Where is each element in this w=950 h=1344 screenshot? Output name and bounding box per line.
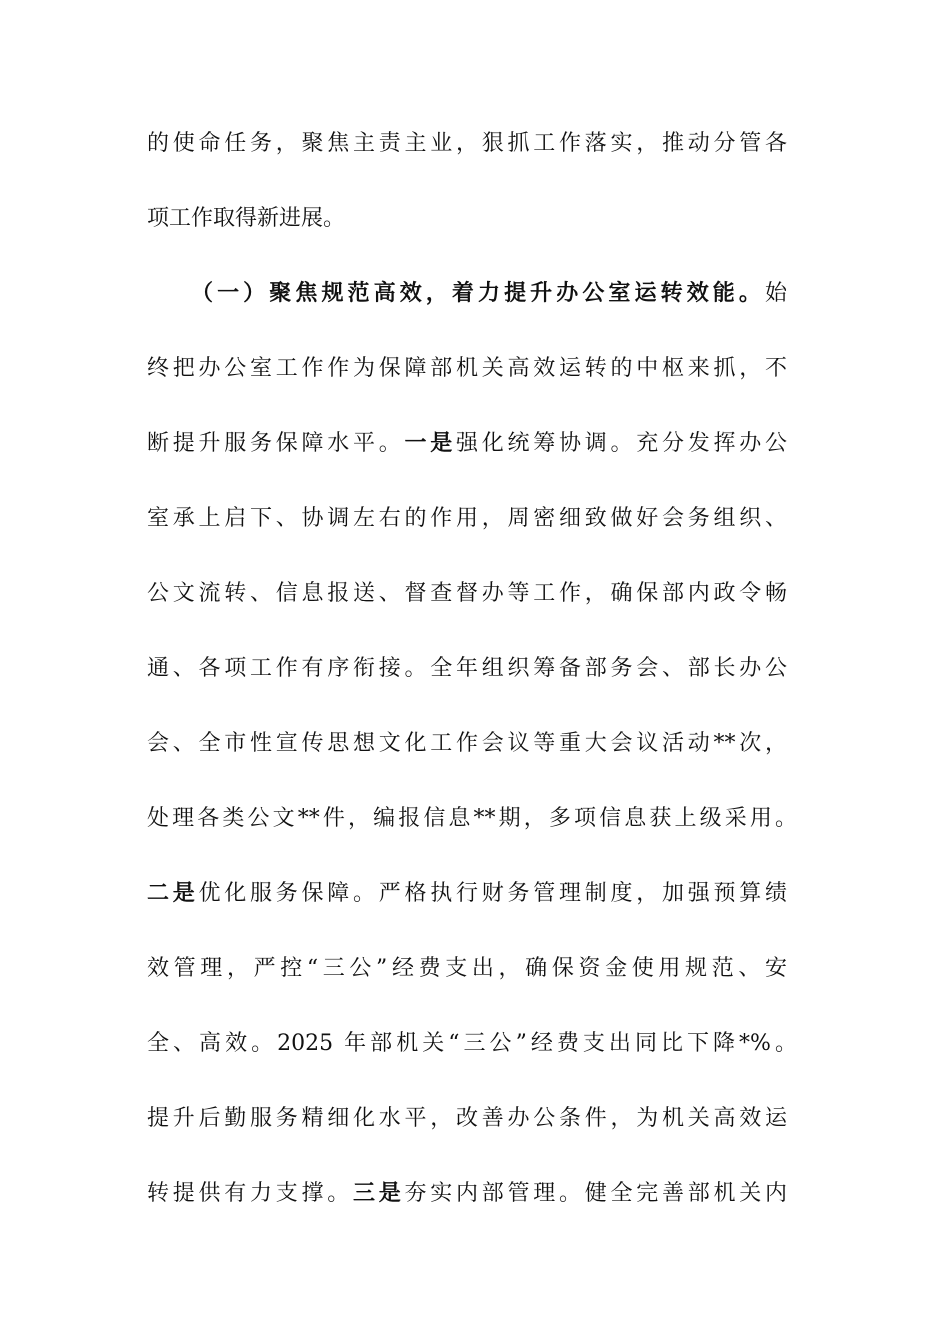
bold-marker: 一是 xyxy=(404,430,456,456)
text: 公文流转、信息报送、督查督办等工作，确保部内政令畅 xyxy=(147,581,787,606)
text: 效管理，严控“三公”经费支出，确保资金使用规范、安 xyxy=(147,956,787,981)
paragraph-line xyxy=(147,181,787,256)
paragraph-line xyxy=(147,931,787,1006)
bold-marker: 二是 xyxy=(147,880,199,906)
text: 夯实内部管理。健全完善部机关内 xyxy=(404,1181,787,1206)
text: 全、高效。2025 年部机关“三公”经费支出同比下降*%。 xyxy=(147,1031,797,1056)
section-heading-line xyxy=(147,256,787,331)
text: 通、各项工作有序衔接。全年组织筹备部务会、部长办公 xyxy=(147,656,787,681)
paragraph-line xyxy=(147,106,787,181)
paragraph-line xyxy=(147,1081,787,1156)
paragraph-line xyxy=(147,1156,787,1231)
paragraph-line xyxy=(147,406,787,481)
text: 优化服务保障。严格执行财务管理制度，加强预算绩 xyxy=(198,881,787,906)
text: 始 xyxy=(764,281,787,306)
text: 的使命任务，聚焦主责主业，狠抓工作落实，推动分管各 xyxy=(147,131,787,156)
paragraph-line xyxy=(147,631,787,706)
bold-marker: 三是 xyxy=(353,1180,405,1206)
paragraph-line xyxy=(147,556,787,631)
text: 强化统筹协调。充分发挥办公 xyxy=(455,431,787,456)
paragraph-line xyxy=(147,856,787,931)
paragraph-line xyxy=(147,331,787,406)
paragraph-line xyxy=(147,481,787,556)
text: 会、全市性宣传思想文化工作会议等重大会议活动**次， xyxy=(147,731,787,756)
document-page xyxy=(147,106,797,1231)
paragraph-line xyxy=(147,1006,797,1081)
text: 提升后勤服务精细化水平，改善办公条件，为机关高效运 xyxy=(147,1106,787,1131)
text: 项工作取得新进展。 xyxy=(147,206,346,231)
text: 处理各类公文**件，编报信息**期，多项信息获上级采用。 xyxy=(147,806,797,831)
text: 终把办公室工作作为保障部机关高效运转的中枢来抓，不 xyxy=(147,356,787,381)
paragraph-line xyxy=(147,781,797,856)
text: 断提升服务保障水平。 xyxy=(147,431,405,456)
paragraph-line xyxy=(147,706,787,781)
text: 室承上启下、协调左右的作用，周密细致做好会务组织、 xyxy=(147,506,787,531)
text: 转提供有力支撑。 xyxy=(147,1181,353,1206)
section-heading: （一）聚焦规范高效，着力提升办公室运转效能。 xyxy=(191,280,765,306)
